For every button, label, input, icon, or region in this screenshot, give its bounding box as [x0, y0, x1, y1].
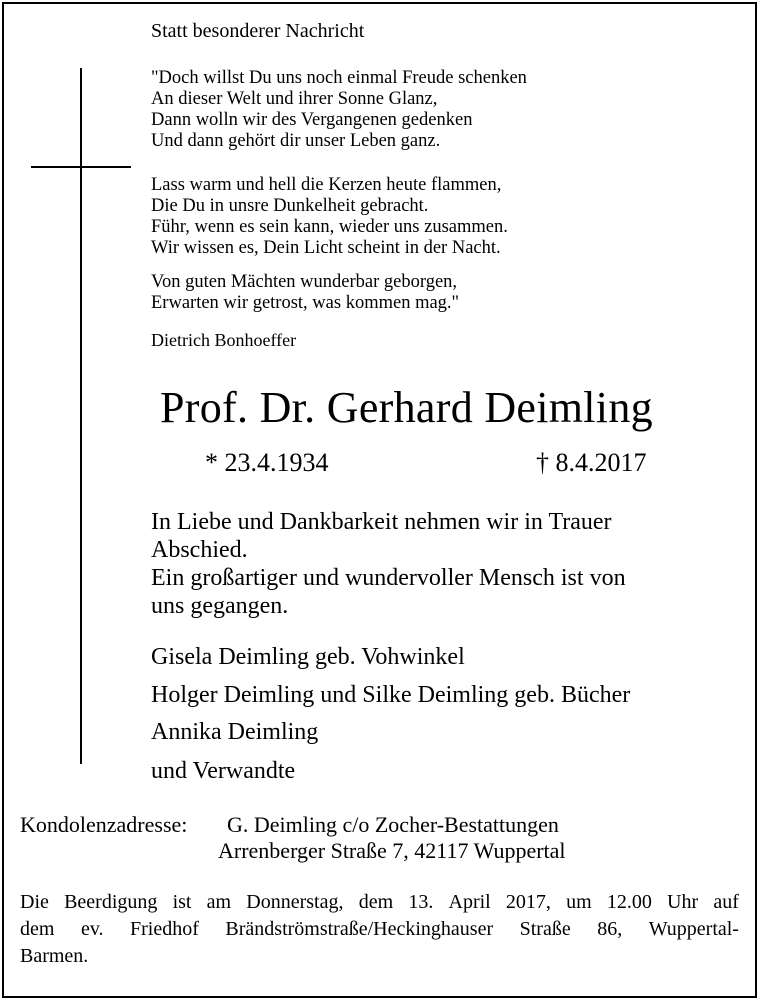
death-date: † 8.4.2017 [536, 448, 647, 477]
tribute-line: Abschied. [151, 537, 248, 563]
poem-line: Führ, wenn es sein kann, wieder uns zusammen. [151, 217, 508, 237]
condolence-label: Kondolenzadresse: [20, 812, 188, 837]
funeral-word: 12.00 [606, 891, 652, 913]
funeral-word: 86, [597, 918, 623, 940]
tribute-text [151, 508, 626, 620]
funeral-word: 13. [408, 891, 434, 913]
funeral-word: Uhr [667, 891, 699, 913]
funeral-word: Wuppertal- [648, 918, 739, 940]
mourner-name: Holger Deimling und Silke Deimling geb. Bücher [151, 682, 631, 708]
funeral-word: Friedhof [130, 918, 199, 940]
condolence-address-line-1: G. Deimling c/o Zocher-Bestattungen [227, 812, 559, 837]
tribute-line: In Liebe und Dankbarkeit nehmen wir in Trauer [151, 509, 612, 535]
tribute-line: Ein großartiger und wundervoller Mensch ist von [151, 565, 626, 591]
funeral-word: dem [358, 891, 394, 913]
poem-line: An dieser Welt und ihrer Sonne Glanz, [151, 89, 438, 109]
funeral-info [20, 889, 739, 970]
mourner-name: und Verwandte [151, 758, 296, 784]
funeral-word: April [448, 891, 491, 913]
tribute-line: uns gegangen. [151, 593, 289, 619]
header-text: Statt besonderer Nachricht [151, 20, 365, 42]
poem-line: Erwarten wir getrost, was kommen mag." [151, 293, 460, 313]
funeral-word: Beerdigung [64, 891, 158, 913]
poem-stanza-1 [151, 68, 527, 152]
poem-line: Dann wolln wir des Vergangenen gedenken [151, 110, 473, 130]
poem-line: Von guten Mächten wunderbar geborgen, [151, 272, 458, 292]
mourner-name: Gisela Deimling geb. Vohwinkel [151, 644, 465, 670]
funeral-line-1 [20, 889, 739, 916]
birth-date: * 23.4.1934 [205, 448, 329, 477]
funeral-word: Brändströmstraße/Heckinghauser [225, 918, 494, 940]
poem-line: Lass warm und hell die Kerzen heute flammen, [151, 175, 502, 195]
funeral-word: 2017, [505, 891, 551, 913]
poem-stanza-2 [151, 175, 508, 259]
funeral-word: Straße [519, 918, 571, 940]
funeral-word: um [566, 891, 592, 913]
funeral-word: ist [172, 891, 192, 913]
funeral-word: ev. [80, 918, 104, 940]
poem-line: Und dann gehört dir unser Leben ganz. [151, 131, 441, 151]
poem-line: "Doch willst Du uns noch einmal Freude schenken [151, 68, 527, 88]
funeral-word: am [206, 891, 232, 913]
poem-stanza-3 [151, 272, 459, 314]
funeral-word: Donnerstag, [246, 891, 344, 913]
funeral-line-2 [20, 916, 739, 943]
poem-attribution: Dietrich Bonhoeffer [151, 330, 297, 350]
cross-icon-horizontal [31, 166, 131, 168]
funeral-line-3: Barmen. [20, 945, 89, 967]
mourner-name: Annika Deimling [151, 719, 319, 745]
funeral-word: Die [20, 891, 49, 913]
poem-line: Die Du in unsre Dunkelheit gebracht. [151, 196, 429, 216]
funeral-word: auf [713, 891, 739, 913]
cross-icon-vertical [80, 68, 82, 764]
poem-line: Wir wissen es, Dein Licht scheint in der Nacht. [151, 238, 501, 258]
funeral-word: dem [20, 918, 55, 940]
deceased-name: Prof. Dr. Gerhard Deimling [160, 383, 653, 432]
condolence-address-line-2: Arrenberger Straße 7, 42117 Wuppertal [218, 838, 566, 863]
